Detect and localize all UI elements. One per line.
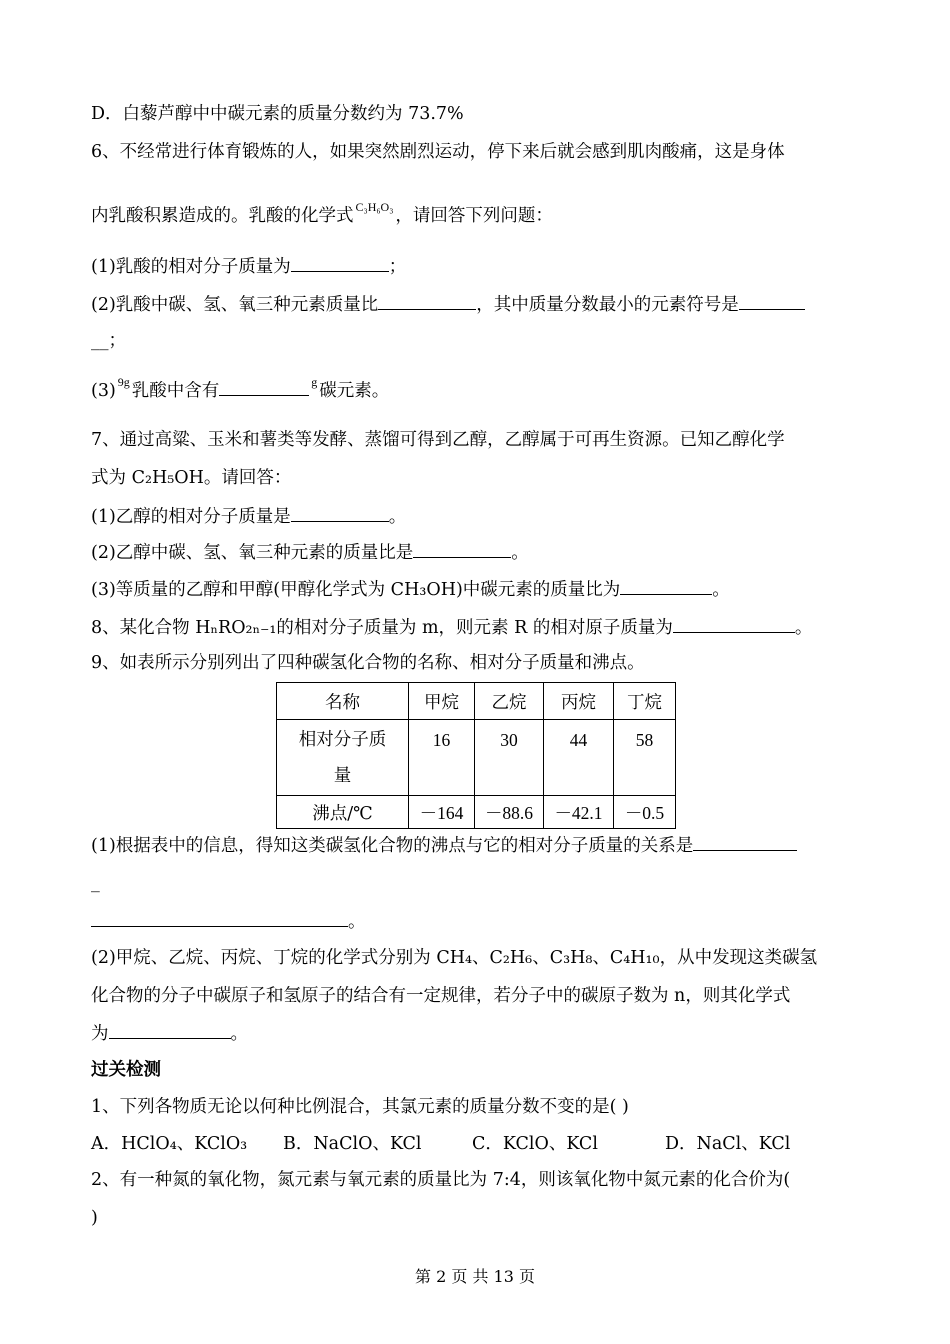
question-6-part3	[91, 375, 854, 403]
answer-blank[interactable]	[693, 834, 797, 851]
table-cell: 16	[409, 720, 475, 796]
table-cell: 30	[475, 720, 544, 796]
question-6-part2-cont: __；	[91, 331, 126, 351]
option-c[interactable]: C．KClO、KCl	[472, 1134, 598, 1154]
table-cell: －164	[409, 796, 475, 829]
option-d-line: D．白藜芦醇中中碳元素的质量分数约为 73.7%	[91, 104, 464, 124]
section-title: 过关检测	[91, 1060, 161, 1080]
table-row	[277, 796, 676, 829]
question-7-line2: 式为 C₂H₅OH。请回答：	[91, 468, 292, 488]
hydrocarbon-table	[276, 682, 676, 829]
text: (3)	[91, 381, 116, 401]
answer-blank[interactable]	[739, 293, 805, 310]
header-cell: 丁烷	[614, 683, 676, 720]
header-cell: 丙烷	[544, 683, 614, 720]
unit: g	[311, 375, 318, 389]
text: 乳酸中含有	[131, 381, 220, 401]
text: ；	[388, 257, 407, 277]
page-footer: 第 2 页 共 13 页	[415, 1267, 535, 1286]
question-9-part1-cont: _	[91, 873, 100, 893]
text: (3)等质量的乙醇和甲醇(甲醇化学式为 CH₃OH)中碳元素的质量比为	[91, 580, 621, 600]
text: 为	[91, 1024, 109, 1044]
answer-blank[interactable]	[109, 1022, 231, 1039]
text: (1)乳酸的相对分子质量为	[91, 257, 291, 277]
row-label-line: 相对分子质	[298, 730, 387, 750]
question-8	[91, 616, 854, 639]
text: ，其中质量分数最小的元素符号是	[476, 295, 739, 315]
table-cell: 58	[614, 720, 676, 796]
answer-blank[interactable]	[413, 541, 511, 558]
option-d[interactable]: D．NaCl、KCl	[665, 1134, 791, 1154]
text: (1)乙醇的相对分子质量是	[91, 507, 291, 527]
question-6-part1	[91, 255, 854, 278]
question-9-part1-line3	[91, 910, 854, 933]
mass-value: 9g	[117, 375, 130, 389]
text: 。	[511, 543, 529, 563]
header-cell: 乙烷	[475, 683, 544, 720]
question-7-part3	[91, 578, 854, 601]
question-9-part1	[91, 834, 854, 857]
exercise-1: 1、下列各物质无论以何种比例混合，其氯元素的质量分数不变的是( )	[91, 1097, 629, 1117]
table-cell: －0.5	[614, 796, 676, 829]
text: (2)乳酸中碳、氢、氧三种元素质量比	[91, 295, 379, 315]
option-b[interactable]: B．NaClO、KCl	[283, 1134, 422, 1154]
answer-blank[interactable]	[219, 379, 309, 396]
question-9: 9、如表所示分别列出了四种碳氢化合物的名称、相对分子质量和沸点。	[91, 653, 645, 673]
text: 。	[230, 1024, 248, 1044]
question-7-part2	[91, 541, 854, 564]
answer-blank[interactable]	[378, 293, 476, 310]
question-7-line1: 7、通过高粱、玉米和薯类等发酵、蒸馏可得到乙醇，乙醇属于可再生资源。已知乙醇化学	[91, 430, 785, 450]
row-label-line: 量	[333, 766, 352, 786]
text: (1)根据表中的信息，得知这类碳氢化合物的沸点与它的相对分子质量的关系是	[91, 836, 694, 856]
text: 8、某化合物 HₙRO₂ₙ₋₁的相对分子质量为 m，则元素 R 的相对原子质量为	[91, 618, 673, 638]
question-6-line1: 6、不经常进行体育锻炼的人，如果突然剧烈运动，停下来后就会感到肌肉酸痛，这是身体	[91, 142, 785, 162]
row-label: 沸点/℃	[277, 796, 409, 829]
table-cell: 44	[544, 720, 614, 796]
text: 。	[348, 912, 366, 932]
answer-blank[interactable]	[91, 910, 348, 927]
text: 内乳酸积累造成的。乳酸的化学式	[91, 206, 354, 226]
table-header-row	[277, 683, 676, 720]
question-9-part2-line1: (2)甲烷、乙烷、丙烷、丁烷的化学式分别为 CH₄、C₂H₆、C₃H₈、C₄H₁₀，从中发现这类碳氢	[91, 948, 818, 968]
text: 。	[388, 507, 407, 527]
text: 。	[794, 618, 813, 638]
lactic-acid-formula: C₃H₆O₃	[355, 200, 394, 214]
question-7-part1	[91, 505, 854, 528]
answer-blank[interactable]	[620, 578, 712, 595]
option-a[interactable]: A．HClO₄、KClO₃	[91, 1134, 248, 1154]
answer-blank[interactable]	[291, 505, 389, 522]
header-cell: 名称	[277, 683, 409, 720]
table-cell: －42.1	[544, 796, 614, 829]
table-cell: －88.6	[475, 796, 544, 829]
header-cell: 甲烷	[409, 683, 475, 720]
question-9-part2-line2: 化合物的分子中碳原子和氢原子的结合有一定规律，若分子中的碳原子数为 n，则其化学式	[91, 986, 791, 1006]
row-label	[277, 720, 409, 796]
answer-blank[interactable]	[291, 255, 389, 272]
question-6-part2	[91, 293, 854, 316]
exercise-2: 2、有一种氮的氧化物，氮元素与氧元素的质量比为 7:4，则该氧化物中氮元素的化合价为(	[91, 1170, 791, 1190]
answer-blank[interactable]	[673, 616, 795, 633]
text: (2)乙醇中碳、氢、氧三种元素的质量比是	[91, 543, 414, 563]
exercise-2-cont: )	[91, 1208, 98, 1228]
question-6-line2	[91, 200, 854, 228]
question-9-part2-line3	[91, 1022, 854, 1045]
text: 碳元素。	[319, 381, 390, 401]
text: 。	[712, 580, 730, 600]
text: ，请回答下列问题：	[395, 206, 553, 226]
table-row	[277, 720, 676, 796]
